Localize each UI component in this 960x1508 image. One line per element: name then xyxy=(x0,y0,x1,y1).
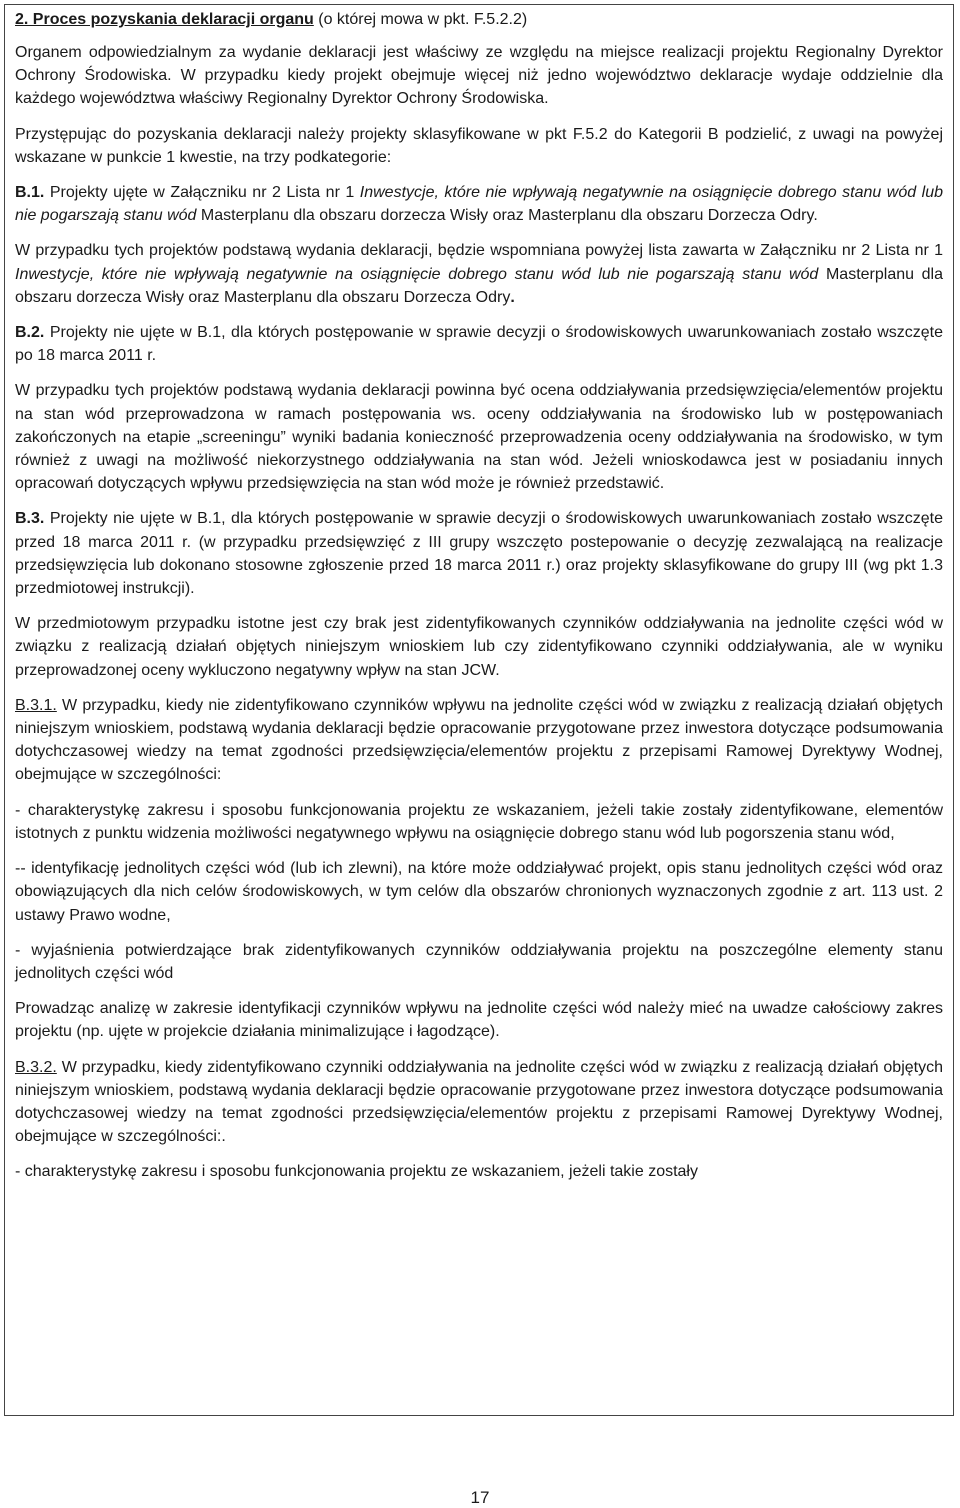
paragraph-b31 xyxy=(15,694,943,787)
b2-text: Projekty nie ujęte w B.1, dla których postępowanie w sprawie decyzji o środowiskowych uwarunkowaniach zostało wszczęte po 18 marca 2011 r. xyxy=(15,324,943,365)
b1-case-text-b: Masterplanu dla obszaru dorzecza Wisły oraz Masterplanu dla obszaru Dorzecza Odry xyxy=(15,265,943,306)
paragraph-b1 xyxy=(15,181,943,227)
label-b31: B.3.1. xyxy=(15,696,57,714)
b3-text: Projekty nie ujęte w B.1, dla których postępowanie w sprawie decyzji o środowiskowych uwarunkowaniach zostało wszczęte przed 18 marca 2011 r. (w przypadku przedsięwzięć z III grupy wszczęto postepowanie o decyzję zezwalającą na realizacje przedsięwzięcia lub dokonano stosowne zgłoszenie przed 18 marca 2011 r.) oraz projekty sklasyfikowane do grupy III (wg pkt 1.3 przedmiotowej instrukcji). xyxy=(15,510,943,598)
section-heading xyxy=(5,5,953,31)
list-item-b31-3: - wyjaśnienia potwierdzające brak zidentyfikowanych czynników oddziaływania projektu na poszczególne elementy stanu jednolitych części wód xyxy=(15,941,943,982)
paragraph-b2-case: W przypadku tych projektów podstawą wydania deklaracji powinna być ocena oddziaływania przedsięwzięcia/elementów projektu na stan wód przeprowadzona w ramach postępowania ws. oceny oddziaływania na środowisko lub w postępowaniach zakończonych na etapie „screeningu” wyniki badania konieczność przeprowadzenia oceny oddziaływania na środowisko, w tym również z uwagi na możliwość niekorzystnego oddziaływania na stan wód. Jeżeli wnioskodawca jest w posiadaniu innych opracowań dotyczących wpływu przedsięwzięcia na stan wód może je również przedstawić. xyxy=(15,382,943,493)
b1-italic: Inwestycje, które nie wpływają negatywnie na osiągnięcie dobrego stanu wód lub nie pogarszają stanu wód xyxy=(15,184,943,225)
page-number: 17 xyxy=(470,1488,490,1507)
list-item-b31-2: -- identyfikację jednolitych części wód (lub ich zlewni), na które może oddziaływać projekt, opis stanu jednolitych części wód oraz obowiązujących dla nich celów środowiskowych, w tym celów dla obszarów chronionych wyznaczonych zgodnie z art. 113 ust. 2 ustawy Prawo wodne, xyxy=(15,860,943,924)
paragraph-b31-note: Prowadząc analizę w zakresie identyfikacji czynników wpływu na jednolite części wód należy mieć na uwadze całościowy zakres projektu (np. ujęte w projekcie działania minimalizujące i łagodzące). xyxy=(15,1000,943,1041)
list-item-b31-1: - charakterystykę zakresu i sposobu funkcjonowania projektu ze wskazaniem, jeżeli takie zostały zidentyfikowane, elementów istotnych z punktu widzenia możliwości negatywnego wpływu na osiągnięcie dobrego stanu wód lub pogorszenia stanu wód, xyxy=(15,801,943,842)
page-frame xyxy=(4,4,954,1416)
label-b32: B.3.2. xyxy=(15,1058,57,1076)
label-b3: B.3. xyxy=(15,510,45,528)
b1-text-a: Projekty ujęte w Załączniku nr 2 Lista nr 1 xyxy=(44,184,360,202)
document-body xyxy=(5,31,953,1184)
paragraph-subcategories: Przystępując do pozyskania deklaracji należy projekty sklasyfikowane w pkt F.5.2 do Kategorii B podzielić, z uwagi na powyżej wskazane w punkcie 1 kwestie, na trzy podkategorie: xyxy=(15,125,943,166)
paragraph-b32 xyxy=(15,1056,943,1149)
label-b2: B.2. xyxy=(15,324,45,342)
paragraph-b3 xyxy=(15,507,943,600)
paragraph-b1-case xyxy=(15,239,943,309)
paragraph-b3-case: W przedmiotowym przypadku istotne jest czy brak jest zidentyfikowanych czynników oddziaływania na jednolite części wód w związku z realizacją działań objętych niniejszym wnioskiem lub czy zidentyfikowano czynniki oddziaływania, ale w wyniku przeprowadzonej oceny wykluczono negatywny wpływ na stan JCW. xyxy=(15,615,943,679)
b1-text-b: Masterplanu dla obszaru dorzecza Wisły oraz Masterplanu dla obszaru Dorzecza Odry. xyxy=(196,207,818,225)
b1-case-end: . xyxy=(510,288,515,306)
section-heading-note: (o której mowa w pkt. F.5.2.2) xyxy=(313,11,528,28)
b31-text: W przypadku, kiedy nie zidentyfikowano czynników wpływu na jednolite części wód w związku z realizacją działań objętych niniejszym wnioskiem, podstawą wydania deklaracji będzie opracowanie przygotowane przez inwestora dotyczące podsumowania dotychczasowej wiedzy na temat zgodności przedsięwzięcia/elementów projektu z przepisami Ramowej Dyrektywy Wodnej, obejmujące w szczególności: xyxy=(15,696,943,784)
paragraph-b2 xyxy=(15,321,943,367)
section-heading-title: 2. Proces pozyskania deklaracji organu xyxy=(15,11,314,28)
b1-case-italic: Inwestycje, które nie wpływają negatywnie na osiągnięcie dobrego stanu wód lub nie pogarszają stanu wód xyxy=(15,265,819,283)
b1-case-text-a: W przypadku tych projektów podstawą wydania deklaracji, będzie wspomniana powyżej lista zawarta w Załączniku nr 2 Lista nr 1 xyxy=(15,242,943,260)
paragraph-organ: Organem odpowiedzialnym za wydanie deklaracji jest właściwy ze względu na miejsce realizacji projektu Regionalny Dyrektor Ochrony Środowiska. W przypadku kiedy projekt obejmuje więcej niż jedno województwo deklaracje wydaje oddzielnie dla każdego województwa właściwy Regionalny Dyrektor Ochrony Środowiska. xyxy=(15,44,943,108)
label-b1: B.1. xyxy=(15,184,45,202)
b32-text: W przypadku, kiedy zidentyfikowano czynniki oddziaływania na jednolite części wód w związku z realizacją działań objętych niniejszym wnioskiem, podstawą wydania deklaracji będzie opracowanie przygotowane przez inwestora dotyczące podsumowania dotychczasowej wiedzy na temat zgodności przedsięwzięcia/elementów projektu z przepisami Ramowej Dyrektywy Wodnej, obejmujące w szczególności:. xyxy=(15,1058,943,1146)
list-item-b32-1: - charakterystykę zakresu i sposobu funkcjonowania projektu ze wskazaniem, jeżeli takie zostały xyxy=(15,1163,698,1181)
